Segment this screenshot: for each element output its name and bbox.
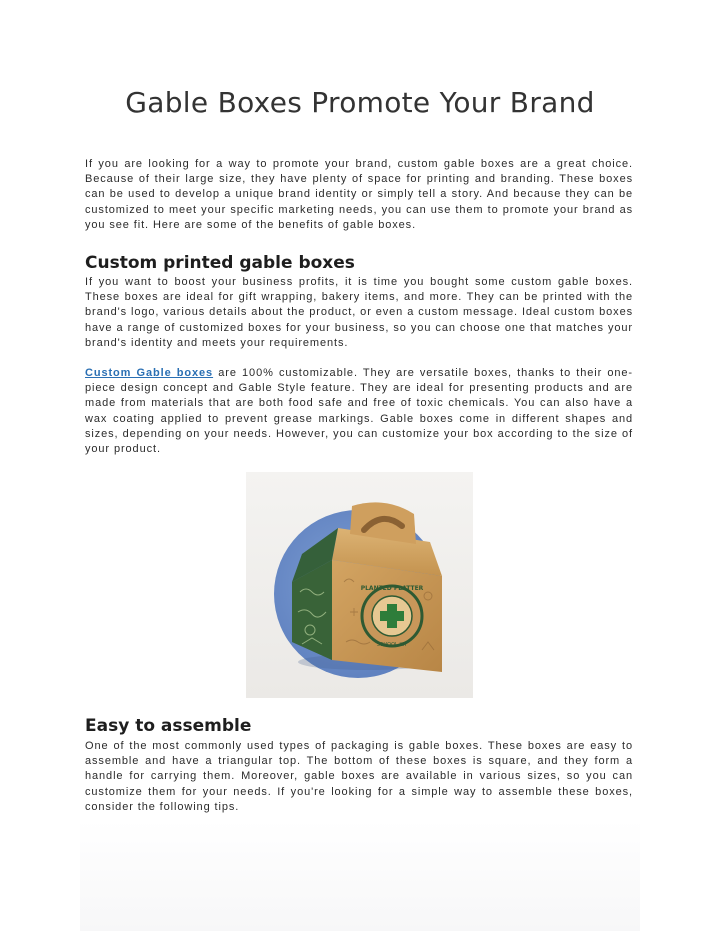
custom-gable-boxes-link[interactable]: Custom Gable boxes — [85, 367, 214, 379]
page-title: Gable Boxes Promote Your Brand — [125, 86, 595, 119]
section1-paragraph-2-text: are 100% customizable. They are versatile boxes, thanks to their one-piece design concept and Gable Style feature. They are ideal for presenting products and are made from materials that are both food safe and free of toxic chemicals. You can also have a wax coating applied to prevent grease markings. Gable boxes come in different shapes and sizes, depending on your needs. However, you can customize your box according to the size of your product. — [85, 367, 633, 456]
section-heading-easy-to-assemble: Easy to assemble — [85, 716, 252, 736]
intro-paragraph: If you are looking for a way to promote your brand, custom gable boxes are a great choice. Because of their large size, they have plenty of space for printing and branding. These boxes can be used to develop a unique brand identity or simply tell a story. And because they can be customized to meet your specific marketing needs, you can use them to promote your brand as you see fit. Here are some of the benefits of gable boxes. — [85, 158, 633, 231]
box-logo-subtext: SCHOOL KIT — [376, 642, 408, 648]
box-logo-text: PLANTED PLATTER — [360, 585, 424, 592]
section2-paragraph-1: One of the most commonly used types of packaging is gable boxes. These boxes are easy to assemble and have a triangular top. The bottom of these boxes is square, and they form a handle for carrying them. Moreover, gable boxes are available in various sizes, so you can customize them for your needs. If you're looking for a simple way to assemble these boxes, consider the following tips. — [85, 740, 633, 813]
gable-box-photo — [246, 472, 473, 698]
section-heading-custom-printed: Custom printed gable boxes — [85, 253, 355, 273]
section1-paragraph-2 — [85, 366, 633, 457]
section1-paragraph-1: If you want to boost your business profits, it is time you bought some custom gable boxes. These boxes are ideal for gift wrapping, bakery items, and more. They can be printed with the brand's logo, various details about the product, or even a custom message. Ideal custom boxes have a range of customized boxes for your business, so you can choose one that matches your brand's identity and meets your requirements. — [85, 276, 633, 349]
page-bottom-fade — [80, 820, 640, 931]
